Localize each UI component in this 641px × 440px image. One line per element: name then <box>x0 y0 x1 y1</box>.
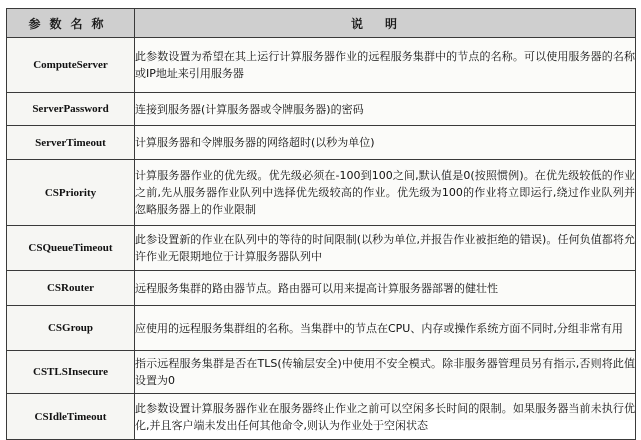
table-row <box>7 306 636 351</box>
table-row <box>7 93 636 126</box>
table-body <box>7 38 636 440</box>
param-name-cell: CSQueueTimeout <box>7 226 135 271</box>
header-description: 说明 <box>135 9 636 38</box>
table-row <box>7 226 636 271</box>
param-description-cell: 计算服务器作业的优先级。优先级必须在-100到100之间,默认值是0(按照惯例)。在优先级较低的作业之前,先从服务器作业队列中选择优先级较高的作业。优先级为100的作业将立即运行,绕过作业队列并忽略服务器上的作业限制 <box>135 160 636 226</box>
param-name-cell: CSIdleTimeout <box>7 394 135 440</box>
document-page <box>6 8 635 432</box>
param-description-cell: 指示远程服务集群是否在TLS(传输层安全)中使用不安全模式。除非服务器管理员另有指示,否则将此值设置为0 <box>135 351 636 394</box>
table-row <box>7 160 636 226</box>
param-description-cell: 连接到服务器(计算服务器或令牌服务器)的密码 <box>135 93 636 126</box>
table-header <box>7 9 636 38</box>
param-description-cell: 此参数设置为希望在其上运行计算服务器作业的远程服务集群中的节点的名称。可以使用服务器的名称或IP地址来引用服务器 <box>135 38 636 93</box>
param-description-cell: 此参设置新的作业在队列中的等待的时间限制(以秒为单位,并报告作业被拒绝的错误)。任何负值都将允许作业无限期地位于计算服务器队列中 <box>135 226 636 271</box>
table-row <box>7 126 636 160</box>
param-name-cell: CSPriority <box>7 160 135 226</box>
parameter-table <box>6 8 636 440</box>
table-row <box>7 38 636 93</box>
param-name-cell: ServerTimeout <box>7 126 135 160</box>
param-description-cell: 此参数设置计算服务器作业在服务器终止作业之前可以空闲多长时间的限制。如果服务器当前未执行优化,并且客户端未发出任何其他命令,则认为作业处于空闲状态 <box>135 394 636 440</box>
param-description-cell: 应使用的远程服务集群组的名称。当集群中的节点在CPU、内存或操作系统方面不同时,分组非常有用 <box>135 306 636 351</box>
header-row <box>7 9 636 38</box>
param-description-cell: 远程服务集群的路由器节点。路由器可以用来提高计算服务器部署的健壮性 <box>135 271 636 306</box>
param-name-cell: CSGroup <box>7 306 135 351</box>
param-name-cell: CSRouter <box>7 271 135 306</box>
param-description-cell: 计算服务器和令牌服务器的网络超时(以秒为单位) <box>135 126 636 160</box>
param-name-cell: ServerPassword <box>7 93 135 126</box>
header-param-name: 参数名称 <box>7 9 135 38</box>
table-row <box>7 394 636 440</box>
table-row <box>7 351 636 394</box>
param-name-cell: CSTLSInsecure <box>7 351 135 394</box>
param-name-cell: ComputeServer <box>7 38 135 93</box>
table-row <box>7 271 636 306</box>
